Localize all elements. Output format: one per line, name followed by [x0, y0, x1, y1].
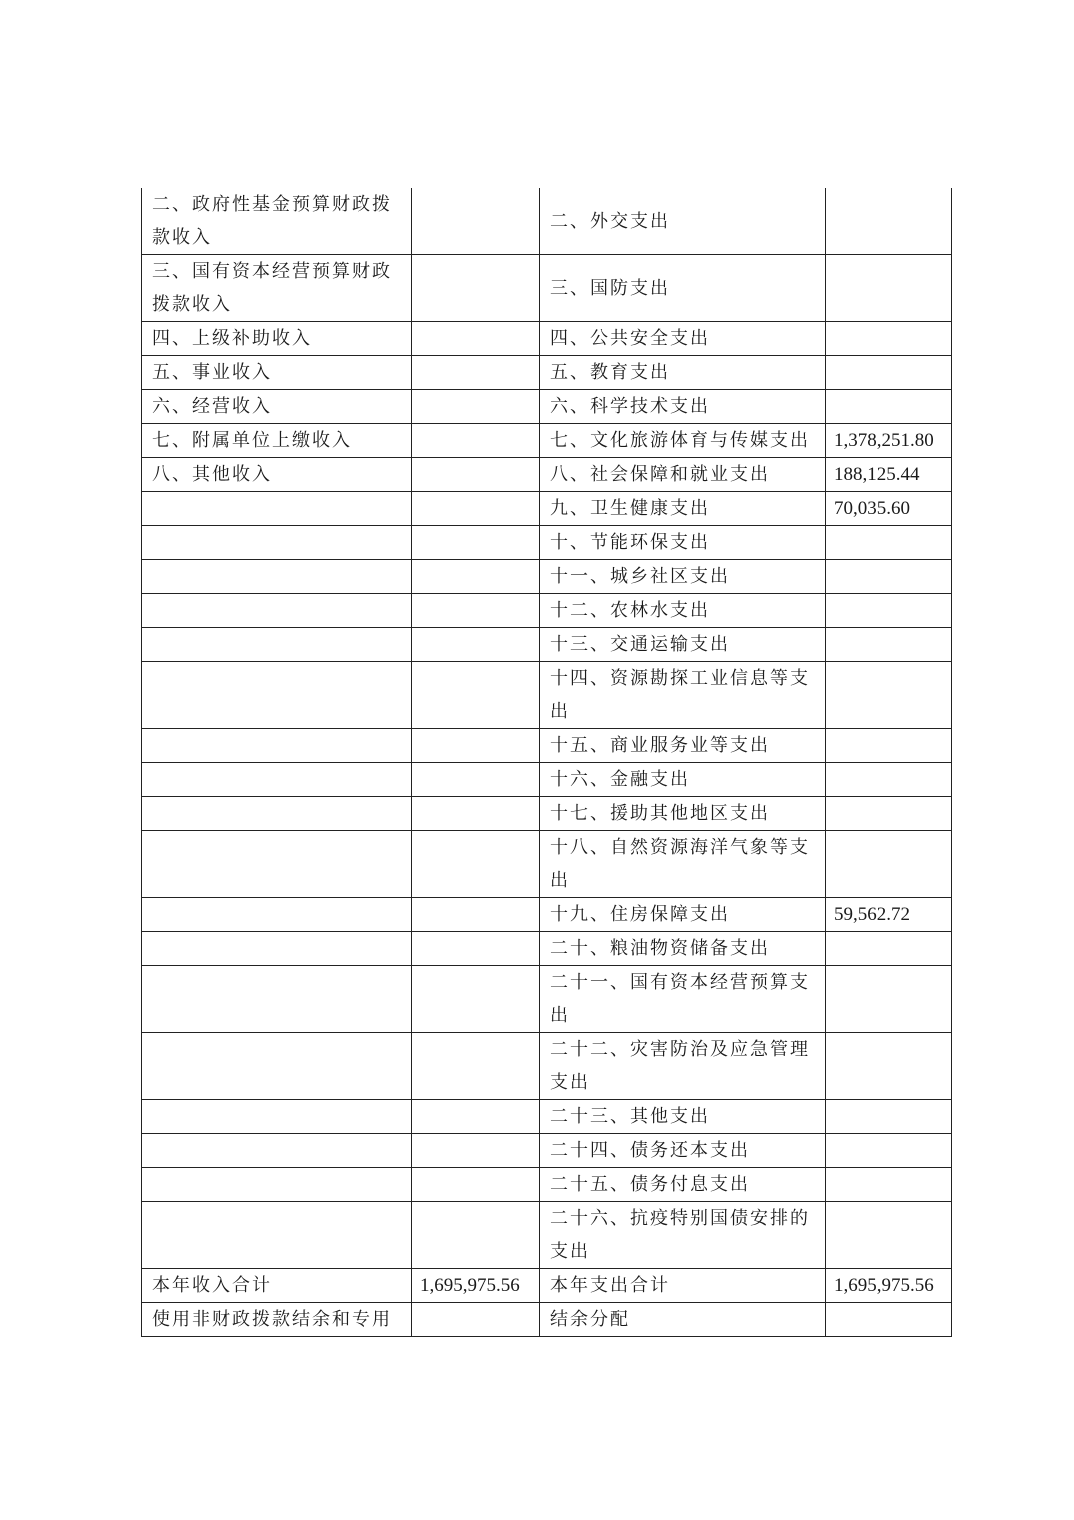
income-amount-cell — [412, 458, 540, 492]
expense-item-cell: 十五、商业服务业等支出 — [540, 729, 826, 763]
income-amount-cell — [412, 966, 540, 1033]
income-amount-cell — [412, 797, 540, 831]
income-amount-cell — [412, 356, 540, 390]
income-amount-cell — [412, 662, 540, 729]
table-row — [142, 729, 952, 763]
income-amount-cell — [412, 492, 540, 526]
expense-item-cell: 十、节能环保支出 — [540, 526, 826, 560]
expense-total-label: 本年支出合计 — [540, 1269, 826, 1303]
expense-item-cell: 四、公共安全支出 — [540, 322, 826, 356]
expense-item-cell: 结余分配 — [540, 1303, 826, 1337]
income-amount-cell — [412, 932, 540, 966]
income-item-cell: 使用非财政拨款结余和专用 — [142, 1303, 412, 1337]
table-row — [142, 1303, 952, 1337]
table-row — [142, 594, 952, 628]
expense-item-cell: 十九、住房保障支出 — [540, 898, 826, 932]
expense-item-cell: 二十五、债务付息支出 — [540, 1168, 826, 1202]
income-total-label: 本年收入合计 — [142, 1269, 412, 1303]
expense-amount-cell: 188,125.44 — [826, 458, 952, 492]
table-row — [142, 763, 952, 797]
income-item-cell — [142, 662, 412, 729]
income-item-cell — [142, 966, 412, 1033]
income-amount-cell — [412, 1100, 540, 1134]
expense-amount-cell — [826, 594, 952, 628]
table-row — [142, 526, 952, 560]
income-amount-cell — [412, 255, 540, 322]
table-row — [142, 1134, 952, 1168]
expense-item-cell: 二十六、抗疫特别国债安排的支出 — [540, 1202, 826, 1269]
income-item-cell — [142, 1134, 412, 1168]
table-row — [142, 898, 952, 932]
expense-amount-cell — [826, 188, 952, 255]
table-row — [142, 966, 952, 1033]
expense-amount-cell — [826, 628, 952, 662]
expense-amount-cell — [826, 526, 952, 560]
expense-amount-cell: 70,035.60 — [826, 492, 952, 526]
income-item-cell — [142, 628, 412, 662]
expense-amount-cell — [826, 932, 952, 966]
expense-amount-cell — [826, 729, 952, 763]
income-amount-cell — [412, 831, 540, 898]
income-item-cell — [142, 763, 412, 797]
expense-item-cell: 八、社会保障和就业支出 — [540, 458, 826, 492]
expense-amount-cell — [826, 797, 952, 831]
income-item-cell — [142, 594, 412, 628]
table-row — [142, 932, 952, 966]
income-item-cell: 四、上级补助收入 — [142, 322, 412, 356]
expense-item-cell: 二、外交支出 — [540, 188, 826, 255]
expense-item-cell: 二十四、债务还本支出 — [540, 1134, 826, 1168]
table-row — [142, 662, 952, 729]
income-amount-cell — [412, 560, 540, 594]
income-item-cell — [142, 560, 412, 594]
table-row — [142, 1168, 952, 1202]
table-row — [142, 188, 952, 255]
income-item-cell — [142, 1033, 412, 1100]
table-row — [142, 492, 952, 526]
table-row — [142, 390, 952, 424]
income-amount-cell — [412, 898, 540, 932]
table-row — [142, 322, 952, 356]
table-row — [142, 255, 952, 322]
income-amount-cell — [412, 1033, 540, 1100]
income-amount-cell — [412, 526, 540, 560]
income-item-cell: 六、经营收入 — [142, 390, 412, 424]
income-item-cell — [142, 831, 412, 898]
income-item-cell: 三、国有资本经营预算财政拨款收入 — [142, 255, 412, 322]
expense-amount-cell — [826, 1100, 952, 1134]
table-row — [142, 797, 952, 831]
expense-amount-cell — [826, 1202, 952, 1269]
totals-row — [142, 1269, 952, 1303]
income-amount-cell — [412, 729, 540, 763]
income-item-cell: 二、政府性基金预算财政拨款收入 — [142, 188, 412, 255]
expense-amount-cell — [826, 560, 952, 594]
expense-amount-cell — [826, 322, 952, 356]
expense-amount-cell — [826, 1134, 952, 1168]
income-expense-table — [141, 188, 952, 1337]
expense-item-cell: 二十一、国有资本经营预算支出 — [540, 966, 826, 1033]
income-amount-cell — [412, 594, 540, 628]
income-amount-cell — [412, 763, 540, 797]
table-row — [142, 1100, 952, 1134]
income-total-amount: 1,695,975.56 — [412, 1269, 540, 1303]
income-amount-cell — [412, 1202, 540, 1269]
income-item-cell — [142, 1100, 412, 1134]
expense-amount-cell: 59,562.72 — [826, 898, 952, 932]
income-amount-cell — [412, 628, 540, 662]
income-item-cell: 五、事业收入 — [142, 356, 412, 390]
expense-item-cell: 十四、资源勘探工业信息等支出 — [540, 662, 826, 729]
expense-amount-cell — [826, 763, 952, 797]
budget-table-page — [141, 188, 951, 1337]
income-item-cell — [142, 898, 412, 932]
income-amount-cell — [412, 1303, 540, 1337]
income-amount-cell — [412, 1168, 540, 1202]
income-item-cell — [142, 1202, 412, 1269]
expense-amount-cell — [826, 662, 952, 729]
table-row — [142, 628, 952, 662]
expense-amount-cell: 1,378,251.80 — [826, 424, 952, 458]
income-item-cell — [142, 729, 412, 763]
expense-amount-cell — [826, 966, 952, 1033]
income-item-cell — [142, 492, 412, 526]
table-row — [142, 1033, 952, 1100]
income-item-cell: 七、附属单位上缴收入 — [142, 424, 412, 458]
expense-amount-cell — [826, 390, 952, 424]
expense-amount-cell — [826, 1303, 952, 1337]
expense-item-cell: 十二、农林水支出 — [540, 594, 826, 628]
income-item-cell — [142, 932, 412, 966]
expense-amount-cell — [826, 356, 952, 390]
expense-item-cell: 三、国防支出 — [540, 255, 826, 322]
expense-item-cell: 十七、援助其他地区支出 — [540, 797, 826, 831]
expense-item-cell: 九、卫生健康支出 — [540, 492, 826, 526]
expense-item-cell: 十八、自然资源海洋气象等支出 — [540, 831, 826, 898]
expense-amount-cell — [826, 255, 952, 322]
income-item-cell: 八、其他收入 — [142, 458, 412, 492]
income-amount-cell — [412, 390, 540, 424]
income-item-cell — [142, 797, 412, 831]
expense-total-amount: 1,695,975.56 — [826, 1269, 952, 1303]
table-row — [142, 424, 952, 458]
expense-item-cell: 二十二、灾害防治及应急管理支出 — [540, 1033, 826, 1100]
table-row — [142, 831, 952, 898]
table-row — [142, 1202, 952, 1269]
income-amount-cell — [412, 188, 540, 255]
income-amount-cell — [412, 322, 540, 356]
table-row — [142, 458, 952, 492]
table-row — [142, 560, 952, 594]
income-amount-cell — [412, 424, 540, 458]
expense-amount-cell — [826, 1168, 952, 1202]
income-amount-cell — [412, 1134, 540, 1168]
expense-item-cell: 五、教育支出 — [540, 356, 826, 390]
expense-item-cell: 十一、城乡社区支出 — [540, 560, 826, 594]
expense-amount-cell — [826, 1033, 952, 1100]
income-item-cell — [142, 526, 412, 560]
expense-item-cell: 七、文化旅游体育与传媒支出 — [540, 424, 826, 458]
expense-item-cell: 十三、交通运输支出 — [540, 628, 826, 662]
expense-item-cell: 十六、金融支出 — [540, 763, 826, 797]
expense-amount-cell — [826, 831, 952, 898]
table-row — [142, 356, 952, 390]
expense-item-cell: 六、科学技术支出 — [540, 390, 826, 424]
expense-item-cell: 二十、粮油物资储备支出 — [540, 932, 826, 966]
expense-item-cell: 二十三、其他支出 — [540, 1100, 826, 1134]
income-item-cell — [142, 1168, 412, 1202]
